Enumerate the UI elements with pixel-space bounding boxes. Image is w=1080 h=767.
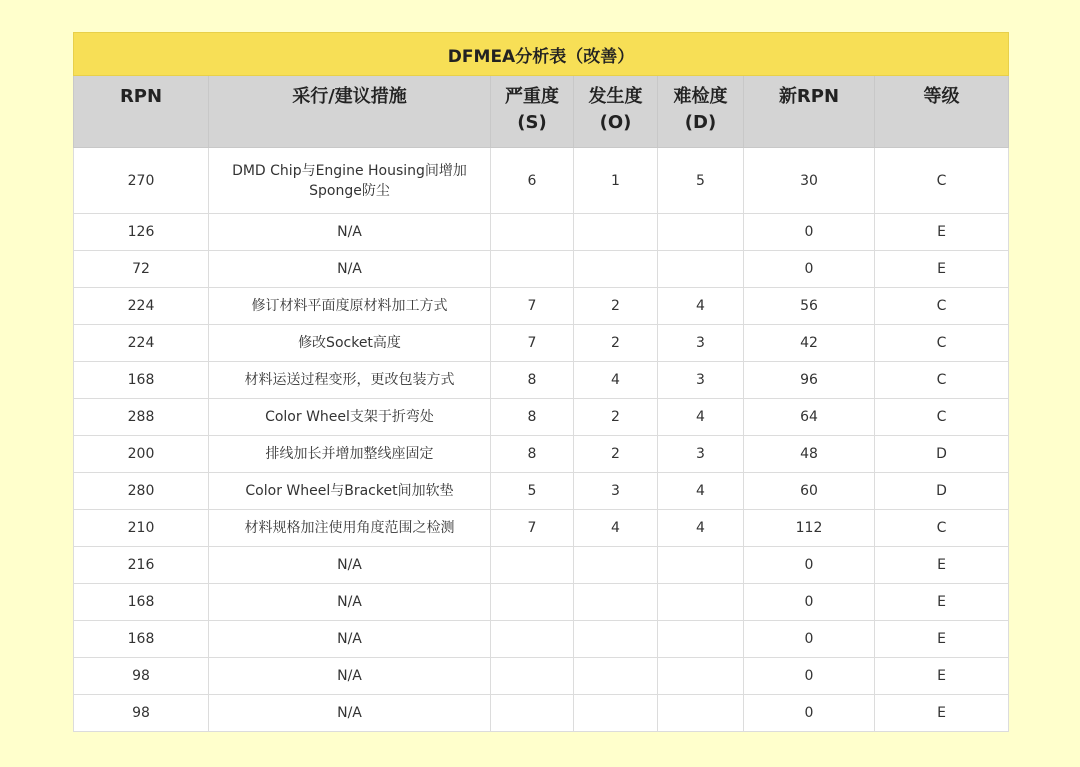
cell-new-rpn: 0 [744,695,875,732]
table-row [74,436,1009,473]
cell-new-rpn: 96 [744,362,875,399]
cell-new-rpn: 0 [744,658,875,695]
header-label: 采行/建议措施 [292,86,407,107]
cell-action: DMD Chip与Engine Housing间增加Sponge防尘 [209,148,491,214]
cell-grade: C [875,510,1009,547]
cell-detection [658,251,744,288]
cell-grade: E [875,214,1009,251]
cell-occurrence [574,621,658,658]
cell-rpn: 288 [74,399,209,436]
cell-detection [658,584,744,621]
cell-grade: C [875,325,1009,362]
cell-grade: D [875,473,1009,510]
table-title-row [74,33,1009,76]
cell-new-rpn: 112 [744,510,875,547]
cell-occurrence: 3 [574,473,658,510]
header-action [209,76,491,148]
table-row [74,399,1009,436]
header-label: 严重度 [505,86,559,107]
cell-action: 修订材料平面度原材料加工方式 [209,288,491,325]
dfmea-table-sheet [73,32,1008,732]
cell-grade: E [875,251,1009,288]
header-label: 新RPN [778,86,840,107]
cell-rpn: 126 [74,214,209,251]
cell-detection [658,658,744,695]
cell-new-rpn: 0 [744,547,875,584]
cell-occurrence [574,695,658,732]
cell-grade: C [875,362,1009,399]
cell-grade: D [875,436,1009,473]
cell-detection [658,695,744,732]
table-row [74,584,1009,621]
cell-detection [658,547,744,584]
cell-rpn: 280 [74,473,209,510]
cell-detection: 3 [658,325,744,362]
cell-detection [658,621,744,658]
cell-grade: C [875,148,1009,214]
cell-grade: E [875,658,1009,695]
header-severity [491,76,574,148]
cell-grade: C [875,399,1009,436]
cell-severity: 7 [491,510,574,547]
cell-new-rpn: 30 [744,148,875,214]
table-row [74,547,1009,584]
cell-rpn: 168 [74,584,209,621]
header-new-rpn [744,76,875,148]
header-occurrence [574,76,658,148]
header-sublabel: (D) [684,112,717,133]
header-sublabel: (O) [599,112,632,133]
cell-action: N/A [209,547,491,584]
cell-rpn: 210 [74,510,209,547]
cell-new-rpn: 0 [744,584,875,621]
cell-severity [491,695,574,732]
cell-detection: 4 [658,399,744,436]
cell-new-rpn: 60 [744,473,875,510]
cell-occurrence [574,584,658,621]
table-row [74,148,1009,214]
cell-new-rpn: 0 [744,251,875,288]
table-row [74,510,1009,547]
cell-rpn: 98 [74,695,209,732]
header-detection [658,76,744,148]
table-row [74,251,1009,288]
header-label: 发生度 [588,86,643,107]
cell-action: N/A [209,251,491,288]
cell-occurrence: 4 [574,510,658,547]
cell-occurrence: 2 [574,399,658,436]
cell-severity [491,621,574,658]
cell-severity: 5 [491,473,574,510]
table-title: DFMEA分析表（改善） [74,33,1009,76]
cell-action: N/A [209,695,491,732]
table-row [74,621,1009,658]
cell-action: N/A [209,584,491,621]
cell-occurrence: 4 [574,362,658,399]
cell-rpn: 168 [74,362,209,399]
cell-severity [491,214,574,251]
table-row [74,325,1009,362]
cell-severity: 6 [491,148,574,214]
cell-rpn: 168 [74,621,209,658]
cell-new-rpn: 0 [744,214,875,251]
table-row [74,288,1009,325]
cell-detection: 4 [658,473,744,510]
header-sublabel: (S) [517,112,547,133]
cell-action: Color Wheel支架于折弯处 [209,399,491,436]
cell-action: Color Wheel与Bracket间加软垫 [209,473,491,510]
cell-severity: 8 [491,362,574,399]
cell-rpn: 200 [74,436,209,473]
cell-action: N/A [209,658,491,695]
table-row [74,214,1009,251]
cell-action: 排线加长并增加整线座固定 [209,436,491,473]
cell-action: N/A [209,621,491,658]
cell-rpn: 216 [74,547,209,584]
cell-severity: 8 [491,399,574,436]
header-grade [875,76,1009,148]
table-row [74,362,1009,399]
table-row [74,658,1009,695]
cell-grade: C [875,288,1009,325]
cell-action: 修改Socket高度 [209,325,491,362]
cell-occurrence: 2 [574,436,658,473]
cell-severity: 8 [491,436,574,473]
cell-severity: 7 [491,325,574,362]
cell-occurrence: 2 [574,288,658,325]
cell-detection: 5 [658,148,744,214]
cell-new-rpn: 0 [744,621,875,658]
cell-occurrence [574,547,658,584]
cell-detection: 4 [658,510,744,547]
header-label: 难检度 [673,86,728,107]
cell-occurrence [574,658,658,695]
cell-occurrence [574,214,658,251]
table-header-row [74,76,1009,148]
cell-detection: 3 [658,362,744,399]
cell-severity [491,251,574,288]
header-label: 等级 [923,86,960,107]
cell-occurrence [574,251,658,288]
cell-grade: E [875,621,1009,658]
cell-severity [491,658,574,695]
cell-grade: E [875,584,1009,621]
cell-occurrence: 2 [574,325,658,362]
cell-new-rpn: 42 [744,325,875,362]
cell-detection: 3 [658,436,744,473]
cell-new-rpn: 48 [744,436,875,473]
cell-new-rpn: 64 [744,399,875,436]
cell-grade: E [875,547,1009,584]
header-rpn [74,76,209,148]
cell-action: 材料运送过程变形，更改包装方式 [209,362,491,399]
cell-rpn: 72 [74,251,209,288]
table-body [74,148,1009,732]
cell-action: 材料规格加注使用角度范围之检测 [209,510,491,547]
cell-severity [491,547,574,584]
cell-new-rpn: 56 [744,288,875,325]
dfmea-table [73,32,1009,732]
cell-rpn: 224 [74,325,209,362]
cell-rpn: 270 [74,148,209,214]
cell-occurrence: 1 [574,148,658,214]
cell-severity: 7 [491,288,574,325]
cell-rpn: 224 [74,288,209,325]
cell-severity [491,584,574,621]
cell-action: N/A [209,214,491,251]
cell-grade: E [875,695,1009,732]
cell-detection [658,214,744,251]
header-label: RPN [119,86,163,107]
cell-rpn: 98 [74,658,209,695]
table-row [74,695,1009,732]
table-row [74,473,1009,510]
cell-detection: 4 [658,288,744,325]
